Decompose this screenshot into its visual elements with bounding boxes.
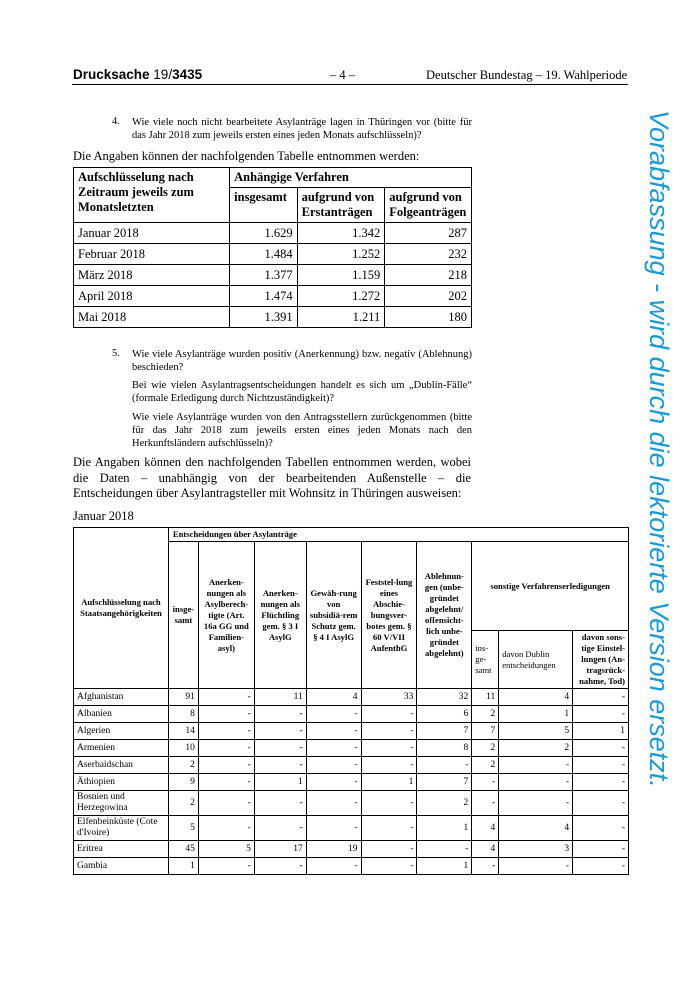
- question-4-text: Wie viele noch nicht bearbeitete Asylanträge lagen in Thüringen vor (bitte für das Jahr 2018 zum jeweils ersten eines jeden Monats aufschlüsseln)?: [132, 117, 472, 141]
- t2-cell-asyl: -: [198, 723, 254, 740]
- t1-total: 1.377: [230, 265, 297, 286]
- t2-cell-dublin: 2: [499, 740, 573, 757]
- t2-col-country: Aufschlüsselung nach Staatsangehörigkeiten: [74, 528, 169, 689]
- t2-cell-asyl: -: [198, 858, 254, 875]
- t2-cell-other-stops: -: [573, 841, 629, 858]
- t2-cell-other-stops: 1: [573, 723, 629, 740]
- t2-cell-dublin: 4: [499, 689, 573, 706]
- t2-cell-deport-ban: -: [361, 858, 417, 875]
- t1-first: 1.272: [297, 286, 385, 307]
- t2-cell-rejections: 1: [417, 816, 472, 841]
- t2-cell-other-total: -: [472, 791, 499, 816]
- t2-col-other-stops: davon sons-tige Einstel-lungen (An-tragsrück-nahme, Tod): [573, 631, 629, 689]
- t2-cell-deport-ban: -: [361, 723, 417, 740]
- t1-follow: 287: [385, 223, 472, 244]
- t2-cell-dublin: 1: [499, 706, 573, 723]
- t2-cell-total: 8: [168, 706, 198, 723]
- t2-cell-subsidiary: 4: [306, 689, 361, 706]
- t2-cell-subsidiary: -: [306, 858, 361, 875]
- t2-cell-country: Äthiopien: [74, 774, 169, 791]
- t2-cell-rejections: -: [417, 841, 472, 858]
- table-row: [74, 244, 472, 265]
- t1-col-first: aufgrund von Erstanträgen: [297, 188, 385, 223]
- t2-cell-rejections: 7: [417, 774, 472, 791]
- table-row: [74, 816, 629, 841]
- t2-cell-other-total: -: [472, 858, 499, 875]
- header-rule: [72, 84, 628, 85]
- t1-period: Februar 2018: [74, 244, 230, 265]
- t1-first: 1.252: [297, 244, 385, 265]
- t2-cell-total: 91: [168, 689, 198, 706]
- t1-first: 1.211: [297, 307, 385, 328]
- question-5-text-2: Bei wie vielen Asylantragsentscheidungen handelt es sich um „Dublin-Fälle“ (formale Erledigung durch Nichtzuständigkeit)?: [132, 380, 472, 404]
- table-row: [74, 774, 629, 791]
- t1-col-follow: aufgrund von Folgeanträgen: [385, 188, 472, 223]
- t1-follow: 202: [385, 286, 472, 307]
- table-row: [74, 286, 472, 307]
- answer-5-intro: Die Angaben können den nachfolgenden Tabellen entnommen werden, wobei die Daten – unabhängig von der bearbeitenden Außenstelle – die Entscheidungen über Asylantragsteller mit Wohnsitz in Thüringen ausweisen:: [73, 455, 471, 500]
- t1-period: April 2018: [74, 286, 230, 307]
- t2-cell-rejections: 32: [417, 689, 472, 706]
- question-5-text-1: Wie viele Asylanträge wurden positiv (Anerkennung) bzw. negativ (Ablehnung) beschieden?: [132, 349, 472, 373]
- table-row: [74, 723, 629, 740]
- t1-period: Mai 2018: [74, 307, 230, 328]
- draft-watermark: [628, 108, 694, 908]
- t2-cell-country: Afghanistan: [74, 689, 169, 706]
- t2-cell-other-total: 4: [472, 816, 499, 841]
- table-row: [74, 757, 629, 774]
- table-row: [74, 706, 629, 723]
- t2-cell-other-stops: -: [573, 757, 629, 774]
- table-row: [74, 841, 629, 858]
- t2-cell-deport-ban: 33: [361, 689, 417, 706]
- t2-cell-other-total: 2: [472, 740, 499, 757]
- t2-cell-rejections: 7: [417, 723, 472, 740]
- t2-cell-deport-ban: -: [361, 841, 417, 858]
- document-number: [73, 67, 202, 82]
- t2-col-subsidiary: Gewäh-rung von subsidiä-rem Schutz gem. § 4 I AsylG: [306, 542, 361, 689]
- t2-cell-asyl: -: [198, 740, 254, 757]
- t1-col-total: insgesamt: [230, 188, 297, 223]
- t2-col-deport-ban: Feststel-lung eines Abschie-bungsver-botes gem. § 60 V/VII AufenthG: [361, 542, 417, 689]
- t2-cell-other-total: 4: [472, 841, 499, 858]
- question-5-number: 5.: [112, 348, 120, 359]
- t2-cell-country: Algerien: [74, 723, 169, 740]
- doc-prefix: Drucksache: [73, 67, 154, 82]
- t2-cell-subsidiary: -: [306, 706, 361, 723]
- t1-total: 1.484: [230, 244, 297, 265]
- t2-cell-refugee: -: [254, 723, 306, 740]
- t2-cell-asyl: -: [198, 791, 254, 816]
- t2-cell-refugee: -: [254, 816, 306, 841]
- t2-cell-country: Aserbaidschan: [74, 757, 169, 774]
- t2-cell-other-stops: -: [573, 791, 629, 816]
- t2-cell-dublin: 5: [499, 723, 573, 740]
- t2-cell-total: 1: [168, 858, 198, 875]
- t1-group-header: Anhängige Verfahren: [230, 168, 472, 188]
- t2-cell-asyl: -: [198, 689, 254, 706]
- t2-cell-deport-ban: 1: [361, 774, 417, 791]
- t2-cell-country: Gambia: [74, 858, 169, 875]
- t2-cell-total: 2: [168, 791, 198, 816]
- t2-cell-asyl: -: [198, 816, 254, 841]
- t2-col-refugee: Anerken-nungen als Flüchtling gem. § 3 I AsylG: [254, 542, 306, 689]
- t2-cell-other-stops: -: [573, 706, 629, 723]
- table-row: [74, 791, 629, 816]
- t2-cell-refugee: 17: [254, 841, 306, 858]
- t2-cell-rejections: -: [417, 757, 472, 774]
- t2-cell-subsidiary: 19: [306, 841, 361, 858]
- t2-cell-asyl: -: [198, 774, 254, 791]
- pending-procedures-table: [73, 167, 472, 328]
- t1-total: 1.474: [230, 286, 297, 307]
- t2-cell-dublin: -: [499, 791, 573, 816]
- t1-first: 1.342: [297, 223, 385, 244]
- t2-cell-refugee: 1: [254, 774, 306, 791]
- t2-cell-asyl: 5: [198, 841, 254, 858]
- t2-cell-subsidiary: -: [306, 816, 361, 841]
- t2-cell-other-stops: -: [573, 816, 629, 841]
- t2-cell-dublin: 4: [499, 816, 573, 841]
- t1-follow: 218: [385, 265, 472, 286]
- t2-col-rejections: Ablehnun-gen (unbe-gründet abgelehnt/ offensicht-lich unbe-gründet abgelehnt): [417, 542, 472, 689]
- table-row: [74, 689, 629, 706]
- t2-cell-country: Albanien: [74, 706, 169, 723]
- t2-cell-other-total: 2: [472, 706, 499, 723]
- t2-cell-other-stops: -: [573, 858, 629, 875]
- t2-cell-rejections: 6: [417, 706, 472, 723]
- t2-cell-subsidiary: -: [306, 791, 361, 816]
- t2-cell-total: 9: [168, 774, 198, 791]
- t1-period: Januar 2018: [74, 223, 230, 244]
- t2-cell-total: 2: [168, 757, 198, 774]
- t1-first: 1.159: [297, 265, 385, 286]
- table-row: [74, 223, 472, 244]
- table-row: [74, 858, 629, 875]
- t2-cell-refugee: -: [254, 740, 306, 757]
- t1-follow: 232: [385, 244, 472, 265]
- t2-cell-subsidiary: -: [306, 774, 361, 791]
- t2-cell-asyl: -: [198, 757, 254, 774]
- table-row: [74, 740, 629, 757]
- t2-cell-other-total: -: [472, 774, 499, 791]
- t1-total: 1.629: [230, 223, 297, 244]
- t2-cell-deport-ban: -: [361, 740, 417, 757]
- t2-group-header: Entscheidungen über Asylanträge: [168, 528, 628, 542]
- t2-cell-dublin: 3: [499, 841, 573, 858]
- t2-cell-other-total: 7: [472, 723, 499, 740]
- question-4-number: 4.: [112, 116, 120, 127]
- t2-cell-dublin: -: [499, 757, 573, 774]
- t2-cell-asyl: -: [198, 706, 254, 723]
- t2-col-dublin: davon Dublin entscheidungen: [499, 631, 573, 689]
- t2-cell-dublin: -: [499, 774, 573, 791]
- doc-number: 3435: [172, 67, 203, 82]
- t2-cell-rejections: 8: [417, 740, 472, 757]
- table-row: [74, 265, 472, 286]
- t2-cell-deport-ban: -: [361, 757, 417, 774]
- t1-follow: 180: [385, 307, 472, 328]
- t2-cell-refugee: 11: [254, 689, 306, 706]
- t1-col-breakdown: Aufschlüsselung nach Zeitraum jeweils zum Monatsletzten: [74, 168, 230, 223]
- publisher: Deutscher Bundestag – 19. Wahlperiode: [426, 68, 628, 82]
- t2-cell-total: 10: [168, 740, 198, 757]
- month-label: Januar 2018: [73, 509, 134, 523]
- t2-cell-refugee: -: [254, 706, 306, 723]
- t1-period: März 2018: [74, 265, 230, 286]
- t2-cell-subsidiary: -: [306, 723, 361, 740]
- t2-cell-refugee: -: [254, 791, 306, 816]
- t2-cell-country: Eritrea: [74, 841, 169, 858]
- t2-cell-deport-ban: -: [361, 706, 417, 723]
- t2-col-asyl: Anerken-nungen als Asylberech-tigte (Art. 16a GG und Familien-asyl): [198, 542, 254, 689]
- question-5-text-3: Wie viele Asylanträge wurden von den Antragsstellern zurückgenommen (bitte für das Jahr 2018 zum jeweils ersten eines jeden Monats nach den Herkunftsländern aufschlüsseln)?: [132, 412, 472, 449]
- t2-cell-total: 45: [168, 841, 198, 858]
- page-number: – 4 –: [330, 68, 355, 82]
- t2-cell-deport-ban: -: [361, 791, 417, 816]
- t2-cell-other-stops: -: [573, 774, 629, 791]
- t2-cell-other-stops: -: [573, 740, 629, 757]
- decisions-table: [73, 527, 629, 875]
- answer-4-intro: Die Angaben können der nachfolgenden Tabelle entnommen werden:: [73, 149, 420, 163]
- t2-col-other-group: sonstige Verfahrenserledigungen: [472, 542, 629, 631]
- t2-cell-other-total: 2: [472, 757, 499, 774]
- t2-cell-subsidiary: -: [306, 740, 361, 757]
- doc-number-light: 19/: [153, 67, 173, 82]
- t2-cell-refugee: -: [254, 858, 306, 875]
- t2-col-other-total: ins-ge-samt: [472, 631, 499, 689]
- table-row: [74, 307, 472, 328]
- t2-cell-total: 5: [168, 816, 198, 841]
- t2-cell-country: Bosnien und Herzegowina: [74, 791, 169, 816]
- t2-cell-rejections: 1: [417, 858, 472, 875]
- t2-cell-country: Armenien: [74, 740, 169, 757]
- t2-cell-deport-ban: -: [361, 816, 417, 841]
- t2-cell-rejections: 2: [417, 791, 472, 816]
- t2-col-total: insge-samt: [168, 542, 198, 689]
- t2-cell-other-stops: -: [573, 689, 629, 706]
- t2-cell-dublin: -: [499, 858, 573, 875]
- t2-cell-refugee: -: [254, 757, 306, 774]
- t2-cell-total: 14: [168, 723, 198, 740]
- t2-cell-subsidiary: -: [306, 757, 361, 774]
- t2-cell-other-total: 11: [472, 689, 499, 706]
- t2-cell-country: Elfenbeinküste (Cote d'Ivoire): [74, 816, 169, 841]
- watermark-text: Vorabfassung - wird durch die lektorierte Version ersetzt.: [644, 110, 674, 788]
- t1-total: 1.391: [230, 307, 297, 328]
